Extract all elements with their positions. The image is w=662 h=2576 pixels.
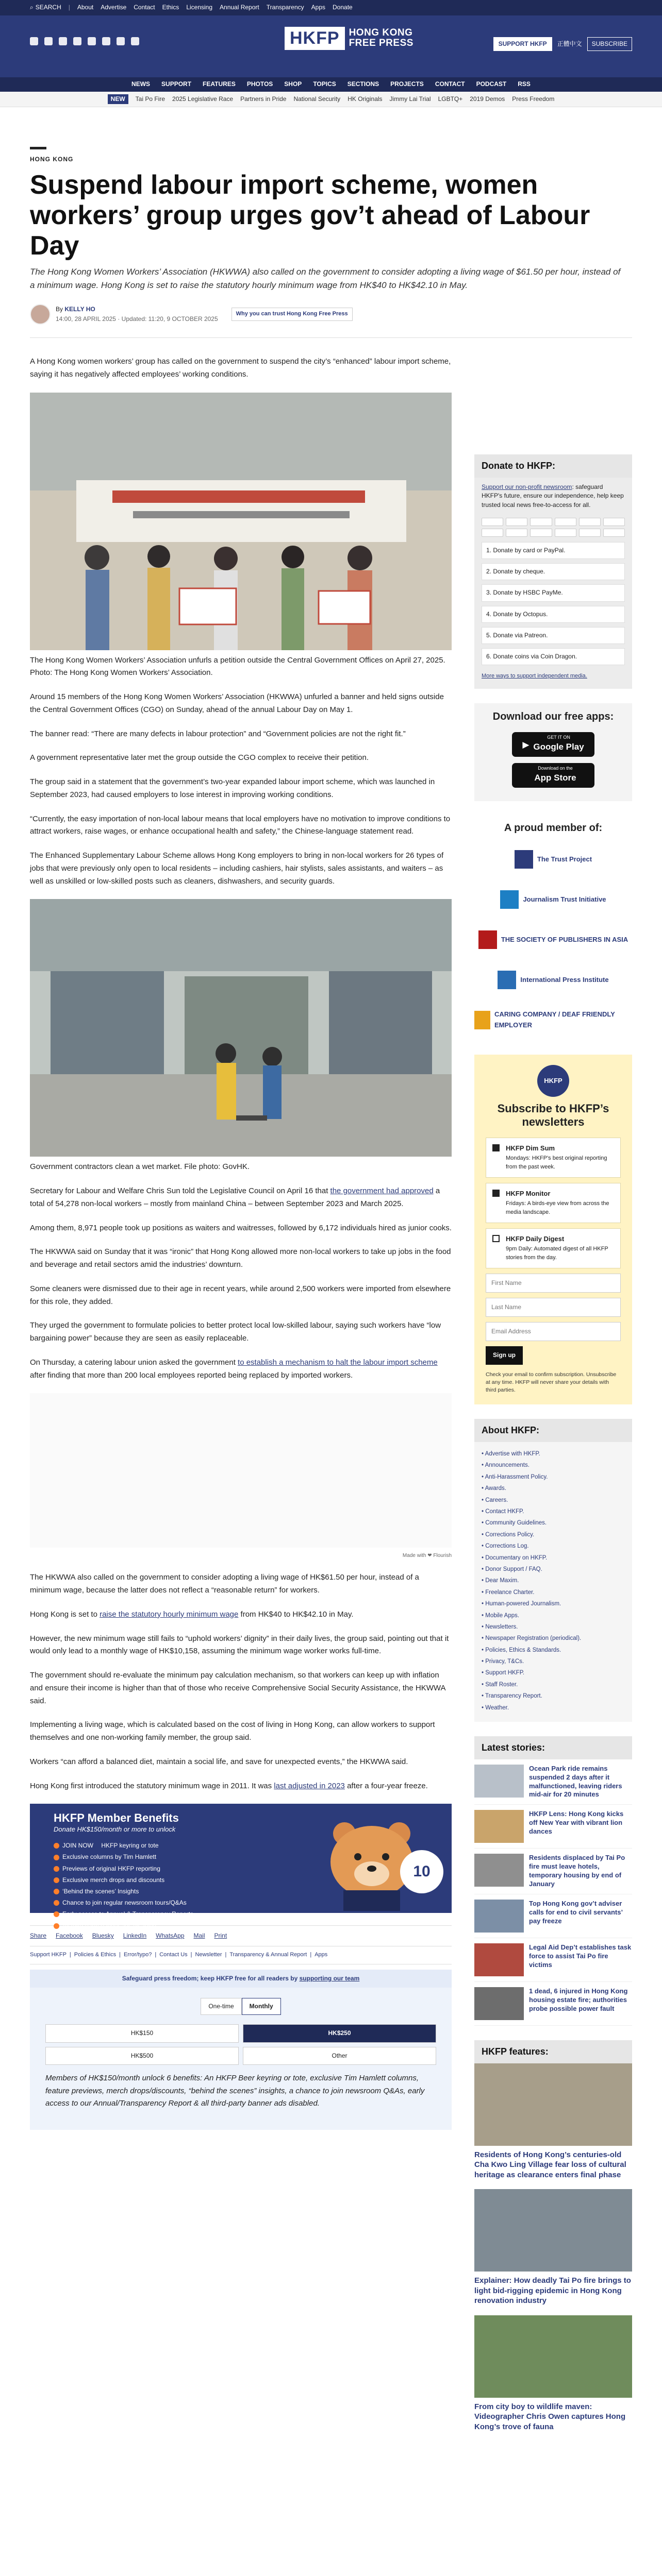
embed-placeholder bbox=[30, 1393, 452, 1548]
checkbox-checked[interactable] bbox=[492, 1144, 500, 1151]
about-link[interactable]: • Privacy, T&Cs. bbox=[482, 1656, 625, 1667]
membership-card bbox=[474, 816, 632, 1040]
about-link[interactable]: • Corrections Log. bbox=[482, 1540, 625, 1552]
paragraph: Hong Kong first introduced the statutory minimum wage in 2011. It was last adjusted in 2023 after a four-year freeze. bbox=[30, 1781, 428, 1790]
about-link[interactable]: • Freelance Charter. bbox=[482, 1587, 625, 1598]
check-icon bbox=[54, 1877, 59, 1883]
story-row[interactable]: Residents displaced by Tai Po fire must leave hotels, temporary housing by end of January bbox=[474, 1849, 632, 1894]
photo-scene bbox=[30, 393, 452, 650]
frequency-toggle bbox=[45, 1998, 436, 2015]
card-title: Latest stories: bbox=[474, 1736, 632, 1759]
article-headline: Suspend labour import scheme, women workers’ group urges gov’t ahead of Labour Day bbox=[30, 170, 590, 261]
paragraph: “Currently, the easy importation of non-local labour means that local employers have no motivation to improve conditions to attract workers, raise wages, or enhance occupational health and safety,” the Chinese-language statement read. bbox=[30, 814, 451, 836]
share-facebook[interactable]: Facebook bbox=[56, 1932, 83, 1940]
nav-support[interactable]: SUPPORT bbox=[161, 80, 192, 88]
about-links bbox=[474, 1442, 632, 1722]
feature-item[interactable]: Residents of Hong Kong’s centuries-old Cha Kwo Ling Village fear loss of cultural heritage as clearance enters final phase bbox=[474, 2063, 632, 2180]
member-org-logo[interactable]: The Trust Project bbox=[474, 839, 632, 879]
inline-link[interactable]: raise the statutory hourly minimum wage bbox=[100, 1609, 239, 1619]
facebook-icon[interactable] bbox=[73, 37, 81, 45]
share-linkedin[interactable]: LinkedIn bbox=[123, 1932, 147, 1940]
unionpay-icon bbox=[506, 529, 527, 537]
search-link[interactable]: ⌕ SEARCH bbox=[30, 3, 61, 12]
article-body bbox=[30, 355, 452, 2130]
linkedin-icon[interactable] bbox=[117, 37, 125, 45]
member-benefits-banner[interactable] bbox=[30, 1804, 452, 1929]
donate-card: Donate to HKFP: Support our non-profit newsroom: safeguard HKFP's future, ensure our independence, help keep trusted local news free-to-access for all. 1. Donate by card or PayPal. 2. Donate by cheque. 3. Donate by HSBC PayMe. 4. Donate by Octopus. 5. Donate via Patreon. 6. Donate coins via Coin Dragon. More ways to support independent media. bbox=[474, 454, 632, 689]
newsletter-option-monitor[interactable]: HKFP Monitor Fridays: A birds-eye view from across the media landscape. bbox=[486, 1183, 621, 1223]
donate-option[interactable]: 4. Donate by Octopus. bbox=[482, 606, 625, 623]
about-link[interactable]: • Anti-Harassment Policy. bbox=[482, 1471, 625, 1483]
trust-link[interactable]: Why you can trust Hong Kong Free Press bbox=[231, 308, 353, 321]
octopus-icon bbox=[603, 518, 625, 526]
visa-icon bbox=[506, 518, 527, 526]
byline: By KELLY HO 14:00, 28 APRIL 2025 · Updated: 11:20, 9 OCTOBER 2025 Why you can trust Hong Kong Free Press bbox=[30, 304, 353, 325]
benefit-item: ‘Behind the scenes’ Insights bbox=[54, 1887, 193, 1896]
promo-title: HKFP Member Benefits bbox=[54, 1811, 179, 1825]
paragraph: Hong Kong is set to raise the statutory hourly minimum wage from HK$40 to HK$42.10 in May. bbox=[30, 1609, 354, 1619]
author-avatar bbox=[30, 304, 51, 325]
instagram-icon[interactable] bbox=[59, 37, 67, 45]
benefit-item: JOIN NOW HKFP keyring or tote bbox=[54, 1841, 193, 1851]
apps-card bbox=[474, 703, 632, 801]
story-row[interactable]: 1 dead, 6 injured in Hong Kong housing estate fire; authorities probe possible power fault bbox=[474, 1982, 632, 2026]
paragraph: On Thursday, a catering labour union asked the government to establish a mechanism to halt the labour import scheme after finding that more than 200 local employees reported being replaced by imported workers. bbox=[30, 1358, 438, 1380]
google-play-icon: ▶ bbox=[522, 739, 529, 750]
amount-option[interactable]: HK$150 bbox=[45, 2024, 239, 2042]
amount-grid bbox=[45, 2024, 436, 2064]
nav-news[interactable]: NEWS bbox=[131, 80, 151, 88]
about-link[interactable]: • Transparency Report. bbox=[482, 1690, 625, 1702]
paragraph: The HKWWA also called on the government to consider adopting a living wage of HK$61.50 per hour, instead of a minimum wage, because the latter does not reflect a “reasonable return” for workers. bbox=[30, 1573, 419, 1595]
nav-features[interactable]: FEATURES bbox=[203, 80, 236, 88]
newsletter-option-daily-digest[interactable]: HKFP Daily Digest 9pm Daily: Automated digest of all HKFP stories from the day. bbox=[486, 1228, 621, 1268]
donate-widget bbox=[30, 1988, 452, 2130]
member-org-logo[interactable]: THE SOCIETY OF PUBLISHERS IN ASIA bbox=[474, 920, 632, 960]
share-print[interactable]: Print bbox=[214, 1932, 227, 1940]
nav-sections[interactable]: SECTIONS bbox=[347, 80, 379, 88]
inline-link[interactable]: the government had approved bbox=[330, 1187, 434, 1195]
paragraph: They urged the government to formulate policies to better protect local low-skilled labour, saying such workers have “low bargaining power” because they are seen as easily replaceable. bbox=[30, 1321, 441, 1343]
feature-item[interactable]: Explainer: How deadly Tai Po fire brings to light bid-rigging epidemic in Hong Kong renovation industry bbox=[474, 2189, 632, 2306]
donate-option[interactable]: 1. Donate by card or PayPal. bbox=[482, 542, 625, 559]
card-title: About HKFP: bbox=[474, 1419, 632, 1442]
language-link[interactable]: 正體中文 bbox=[557, 40, 582, 47]
inline-link[interactable]: to establish a mechanism to halt the labour import scheme bbox=[238, 1358, 438, 1367]
story-thumbnail bbox=[474, 1765, 524, 1798]
new-badge: NEW bbox=[108, 94, 128, 104]
about-link[interactable]: • Policies, Ethics & Standards. bbox=[482, 1645, 625, 1656]
sidebar bbox=[474, 454, 632, 2446]
paragraph: The Enhanced Supplementary Labour Scheme allows Hong Kong employers to bring in non-local workers for 26 types of jobs that were previously only open to local residents – including cashiers, hair stylists, sales assistants, and waiters – as well as unskilled or low-skilled posts such as cleaners, dishwashers, and security guards. bbox=[30, 851, 444, 886]
email-field[interactable]: Email Address bbox=[486, 1322, 621, 1341]
bluesky-icon[interactable] bbox=[30, 37, 38, 45]
google-pay-icon bbox=[603, 529, 625, 537]
paragraph: Around 15 members of the Hong Kong Women Workers’ Association (HKWWA) unfurled a banner and held signs outside the Central Government Offices (CGO) on Sunday, ahead of the annual Labour Day on May 1. bbox=[30, 692, 444, 714]
wechat-pay-icon bbox=[555, 529, 576, 537]
story-row[interactable]: Top Hong Kong gov’t adviser calls for end to civil servants’ pay freeze bbox=[474, 1894, 632, 1938]
paragraph: Implementing a living wage, which is calculated based on the cost of living in Hong Kong, can allow workers to support themselves and one non-working family member, the group said. bbox=[30, 1720, 435, 1742]
about-link[interactable]: • Human-powered Journalism. bbox=[482, 1598, 625, 1609]
last-name-field[interactable]: Last Name bbox=[486, 1298, 621, 1317]
fps-icon bbox=[482, 529, 503, 537]
about-link[interactable]: • Support HKFP. bbox=[482, 1667, 625, 1679]
about-link[interactable]: • Weather. bbox=[482, 1702, 625, 1714]
site-logo[interactable]: HKFP HONG KONG FREE PRESS bbox=[285, 27, 413, 50]
nav-shop[interactable]: SHOP bbox=[284, 80, 302, 88]
card-title: HKFP features: bbox=[474, 2040, 632, 2063]
nav-rss[interactable]: RSS bbox=[518, 80, 531, 88]
trending-link[interactable]: National Security bbox=[293, 95, 341, 103]
footer-link[interactable]: Contact Us bbox=[159, 1952, 188, 1958]
more-ways-link[interactable]: More ways to support independent media. bbox=[482, 673, 587, 680]
about-link[interactable]: • Awards. bbox=[482, 1483, 625, 1494]
main-nav bbox=[0, 77, 662, 92]
article-photo-petition bbox=[30, 393, 452, 650]
story-row[interactable]: Legal Aid Dep’t establishes task force to assist Tai Po fire victims bbox=[474, 1938, 632, 1982]
share-bluesky[interactable]: Bluesky bbox=[92, 1932, 114, 1940]
embed-credit: Made with ❤ Flourish bbox=[402, 1553, 452, 1559]
mastercard-icon bbox=[482, 518, 503, 526]
util-link-licensing[interactable]: Licensing bbox=[186, 4, 213, 11]
donate-option[interactable]: 5. Donate via Patreon. bbox=[482, 627, 625, 644]
freq-one-time[interactable]: One-time bbox=[201, 1998, 241, 2015]
paragraph: The HKWWA said on Sunday that it was “ironic” that Hong Kong allowed more non-local workers to take up jobs in the food and beverage and retail sectors amid the industries’ downturn. bbox=[30, 1247, 451, 1269]
footer-link[interactable]: Error/typo? bbox=[123, 1952, 152, 1958]
story-thumbnail bbox=[474, 1943, 524, 1976]
inline-link[interactable]: last adjusted in 2023 bbox=[274, 1781, 345, 1790]
support-hkfp-button[interactable]: SUPPORT HKFP bbox=[493, 37, 552, 51]
about-link[interactable]: • Dear Maxim. bbox=[482, 1575, 625, 1586]
check-icon bbox=[54, 1866, 59, 1872]
x-icon[interactable] bbox=[44, 37, 53, 45]
threads-icon[interactable] bbox=[88, 37, 96, 45]
utility-bar: ⌕ SEARCH | About Advertise Contact Ethics Licensing Annual Report Transparency Apps Donate bbox=[0, 0, 662, 15]
check-icon bbox=[54, 1923, 59, 1929]
newsletter-option-dim-sum[interactable]: HKFP Dim Sum Mondays: HKFP's best original reporting from the past week. bbox=[486, 1138, 621, 1178]
amount-option[interactable]: Other bbox=[243, 2047, 436, 2065]
benefit-item: Exclusive columns by Tim Hamlett bbox=[54, 1852, 193, 1862]
check-icon bbox=[54, 1855, 59, 1860]
footer-link[interactable]: Apps bbox=[315, 1952, 328, 1958]
card-title: Donate to HKFP: bbox=[474, 454, 632, 478]
benefit-item: Early access to Annual & Transparency Reports bbox=[54, 1909, 193, 1919]
amex-icon bbox=[555, 518, 576, 526]
article-standfirst: The Hong Kong Women Workers’ Association (HKWWA) also called on the government to consider adopting a living wage of $61.50 per hour, instead of a minimum wage. Hong Kong is set to raise the statutory hourly minimum wage from HK$40 to HK$42.10 in May. bbox=[30, 267, 621, 291]
photo-scene bbox=[30, 899, 452, 1157]
paypal-icon bbox=[530, 518, 552, 526]
about-link[interactable]: • Newsletters. bbox=[482, 1621, 625, 1633]
photo-caption: The Hong Kong Women Workers’ Association unfurls a petition outside the Central Government Offices on April 27, 2025. Photo: The Hong Kong Women Workers’ Association. bbox=[30, 655, 445, 677]
util-link-advertise[interactable]: Advertise bbox=[101, 4, 127, 11]
util-link-donate[interactable]: Donate bbox=[333, 4, 353, 11]
donate-option[interactable]: 6. Donate coins via Coin Dragon. bbox=[482, 648, 625, 665]
benefit-item: Previews of original HKFP reporting bbox=[54, 1864, 193, 1874]
google-play-button[interactable]: ▶ GET IT ON Google Play bbox=[512, 732, 594, 757]
donate-strip: Safeguard press freedom; keep HKFP free for all readers by supporting our team bbox=[30, 1970, 452, 1988]
rss-icon[interactable] bbox=[131, 37, 139, 45]
feature-item[interactable]: From city boy to wildlife maven: Videographer Chris Owen captures Hong Kong’s trove of fauna bbox=[474, 2315, 632, 2432]
trending-link[interactable]: LGBTQ+ bbox=[438, 95, 463, 103]
story-thumbnail bbox=[474, 1854, 524, 1887]
youtube-icon[interactable] bbox=[102, 37, 110, 45]
about-link[interactable]: • Staff Roster. bbox=[482, 1679, 625, 1690]
trending-link[interactable]: Tai Po Fire bbox=[135, 95, 166, 103]
member-org-logo[interactable]: Journalism Trust Initiative bbox=[474, 879, 632, 920]
about-link[interactable]: • Advertise with HKFP. bbox=[482, 1448, 625, 1460]
about-link[interactable]: • Newspaper Registration (periodical). bbox=[482, 1633, 625, 1644]
trending-nav bbox=[0, 92, 662, 107]
share-label: Share bbox=[30, 1932, 47, 1940]
hkfp-logo: HKFP bbox=[537, 1065, 569, 1097]
amount-option[interactable]: HK$500 bbox=[45, 2047, 239, 2065]
hkfp-features bbox=[474, 2040, 632, 2432]
paragraph: Among them, 8,971 people took up positions as waiters and waitresses, followed by 6,172 individuals hired as junior cooks. bbox=[30, 1223, 452, 1232]
author-link[interactable]: KELLY HO bbox=[64, 305, 95, 313]
paragraph: The banner read: “There are many defects in labour protection” and “Government policies are not the right fit.” bbox=[30, 729, 406, 738]
paragraph: The group said in a statement that the government’s two-year expanded labour import scheme, which was launched in September 2023, had caused employers to lose interest in improving working conditions. bbox=[30, 777, 435, 799]
search-icon: ⌕ bbox=[30, 4, 34, 11]
paragraph: Workers “can afford a balanced diet, maintain a social life, and save for unexpected events,” the HKWWA said. bbox=[30, 1757, 408, 1766]
sign-up-button[interactable]: Sign up bbox=[486, 1346, 523, 1364]
story-row[interactable]: Ocean Park ride remains suspended 2 days after it malfunctioned, leaving riders mid-air for 20 minutes bbox=[474, 1759, 632, 1805]
story-thumbnail bbox=[474, 1900, 524, 1933]
social-icons bbox=[30, 37, 139, 45]
donate-option[interactable]: 3. Donate by HSBC PayMe. bbox=[482, 584, 625, 601]
about-link[interactable]: • Mobile Apps. bbox=[482, 1610, 625, 1621]
payme-icon bbox=[579, 518, 601, 526]
about-link[interactable]: • Contact HKFP. bbox=[482, 1506, 625, 1517]
apple-pay-icon bbox=[579, 529, 601, 537]
about-link[interactable]: • Announcements. bbox=[482, 1460, 625, 1471]
nav-photos[interactable]: PHOTOS bbox=[246, 80, 273, 88]
nav-contact[interactable]: CONTACT bbox=[435, 80, 465, 88]
benefit-item: Exclusive merch drops and discounts bbox=[54, 1875, 193, 1885]
trending-link[interactable]: Partners in Pride bbox=[240, 95, 287, 103]
checkbox-checked[interactable] bbox=[492, 1190, 500, 1197]
benefit-item: Chance to join regular newsroom tours/Q&As bbox=[54, 1898, 193, 1908]
paragraph: Some cleaners were dismissed due to their age in recent years, while around 2,500 workers were imported from elsewhere for this role, they added. bbox=[30, 1284, 451, 1306]
donate-option[interactable]: 2. Donate by cheque. bbox=[482, 563, 625, 580]
anniversary-badge: 10 bbox=[400, 1850, 443, 1893]
photo-caption: Government contractors clean a wet market. File photo: GovHK. bbox=[30, 1162, 250, 1172]
about-link[interactable]: • Donor Support / FAQ. bbox=[482, 1564, 625, 1575]
util-link-apps[interactable]: Apps bbox=[311, 4, 326, 11]
util-link-about[interactable]: About bbox=[77, 4, 94, 11]
util-link-ethics[interactable]: Ethics bbox=[162, 4, 179, 11]
nav-projects[interactable]: PROJECTS bbox=[390, 80, 424, 88]
about-card bbox=[474, 1419, 632, 1722]
section-kicker[interactable]: HONG KONG bbox=[30, 156, 74, 163]
card-title: Download our free apps: bbox=[492, 711, 614, 723]
card-title: A proud member of: bbox=[504, 822, 603, 834]
trending-link[interactable]: Press Freedom bbox=[512, 95, 555, 103]
member-org-logo[interactable]: International Press Institute bbox=[474, 960, 632, 1000]
trending-link[interactable]: 2025 Legislative Race bbox=[172, 95, 234, 103]
benefit-item: All third-party banner ads disabled bbox=[54, 1921, 193, 1931]
about-link[interactable]: • Community Guidelines. bbox=[482, 1517, 625, 1529]
paragraph: A government representative later met the group outside the CGO complex to receive their petition. bbox=[30, 753, 369, 762]
feature-image bbox=[474, 2315, 632, 2398]
story-thumbnail bbox=[474, 1810, 524, 1843]
latest-stories bbox=[474, 1736, 632, 2026]
check-icon bbox=[54, 1911, 59, 1917]
nav-podcast[interactable]: PODCAST bbox=[476, 80, 507, 88]
footer-link[interactable]: Policies & Ethics bbox=[74, 1952, 117, 1958]
newsletter-title: Subscribe to HKFP’s newsletters bbox=[497, 1102, 609, 1129]
check-icon bbox=[54, 1843, 59, 1849]
footer-link[interactable]: Transparency & Annual Report bbox=[229, 1952, 307, 1958]
check-icon bbox=[54, 1900, 59, 1906]
story-row[interactable]: HKFP Lens: Hong Kong kicks off New Year with vibrant lion dances bbox=[474, 1805, 632, 1849]
article-footer-links: Support HKFP | Policies & Ethics | Error/typo? | Contact Us | Newsletter | Transparency & Annual Report | Apps bbox=[30, 1946, 452, 1964]
divider bbox=[30, 337, 632, 338]
share-mail[interactable]: Mail bbox=[193, 1932, 205, 1940]
headline-rule bbox=[30, 147, 46, 149]
trending-link[interactable]: HK Originals bbox=[347, 95, 383, 103]
first-name-field[interactable]: First Name bbox=[486, 1274, 621, 1293]
member-org-logo[interactable]: CARING COMPANY / DEAF FRIENDLY EMPLOYER bbox=[474, 1000, 632, 1040]
donate-note: Members of HK$150/month unlock 6 benefits: An HKFP Beer keyring or tote, exclusive Tim Hamlett columns, feature previews, merch drops/discounts, “behind the scenes” insights, a chance to join newsroom Q&As, early access to our Annual/Transparency Report & all third-party banner ads disabled. bbox=[45, 2073, 425, 2108]
header-actions bbox=[493, 37, 632, 51]
about-link[interactable]: • Careers. bbox=[482, 1495, 625, 1506]
util-link-contact[interactable]: Contact bbox=[134, 4, 155, 11]
non-profit-link[interactable]: Support our non-profit newsroom bbox=[482, 483, 572, 490]
about-link[interactable]: • Documentary on HKFP. bbox=[482, 1552, 625, 1564]
feature-image bbox=[474, 2189, 632, 2272]
alipay-icon bbox=[530, 529, 552, 537]
support-team-link[interactable]: supporting our team bbox=[299, 1975, 360, 1982]
footer-link[interactable]: Support HKFP bbox=[30, 1952, 67, 1958]
newsletter-fine-print: Check your email to confirm subscription. Unsubscribe at any time. HKFP will never share your details with third parties. bbox=[486, 1371, 617, 1394]
amount-option-selected[interactable]: HK$250 bbox=[243, 2024, 436, 2042]
paragraph: However, the new minimum wage still fails to “uphold workers’ dignity” in their daily lives, the group said, pointing out that it would only lead to a monthly wage of HK$10,158, assuming the minimum wage worker works full-time. bbox=[30, 1634, 449, 1656]
freq-monthly[interactable]: Monthly bbox=[242, 1998, 281, 2015]
check-icon bbox=[54, 1889, 59, 1894]
newsletter-card bbox=[474, 1055, 632, 1404]
trending-link[interactable]: Jimmy Lai Trial bbox=[389, 95, 431, 103]
checkbox-unchecked[interactable] bbox=[492, 1235, 500, 1242]
payment-icons bbox=[474, 518, 632, 537]
subscribe-button[interactable]: SUBSCRIBE bbox=[587, 37, 632, 51]
share-whatsapp[interactable]: WhatsApp bbox=[156, 1932, 185, 1940]
util-link-transparency[interactable]: Transparency bbox=[266, 4, 304, 11]
util-link-annual-report[interactable]: Annual Report bbox=[220, 4, 259, 11]
feature-image bbox=[474, 2063, 632, 2146]
paragraph: The government should re-evaluate the minimum pay calculation mechanism, so that workers can keep up with inflation and ensure their income is higher than that of those who receive Comprehensive Social Security Assistance, the HKWWA said. bbox=[30, 1671, 445, 1705]
paragraph: Secretary for Labour and Welfare Chris Sun told the Legislative Council on April 16 that the government had approved a total of 54,278 non-local workers – mostly from mainland China – between September 2023 and March 2025. bbox=[30, 1187, 440, 1208]
promo-subtitle: Donate HK$150/month or more to unlock bbox=[54, 1825, 176, 1834]
nav-topics[interactable]: TOPICS bbox=[313, 80, 336, 88]
article-photo-wet-market bbox=[30, 899, 452, 1157]
site-header bbox=[0, 15, 662, 77]
about-link[interactable]: • Corrections Policy. bbox=[482, 1529, 625, 1540]
paragraph: A Hong Kong women workers’ group has called on the government to suspend the city’s “enhanced” labour import scheme, saying it has negatively affected employees’ working conditions. bbox=[30, 357, 451, 379]
benefits-list bbox=[54, 1841, 193, 1933]
app-store-button[interactable]: Download on the App Store bbox=[512, 763, 594, 788]
story-thumbnail bbox=[474, 1987, 524, 2020]
trending-link[interactable]: 2019 Demos bbox=[470, 95, 505, 103]
publish-date: 14:00, 28 APRIL 2025 · Updated: 11:20, 9 OCTOBER 2025 bbox=[56, 315, 218, 323]
footer-link[interactable]: Newsletter bbox=[195, 1952, 222, 1958]
